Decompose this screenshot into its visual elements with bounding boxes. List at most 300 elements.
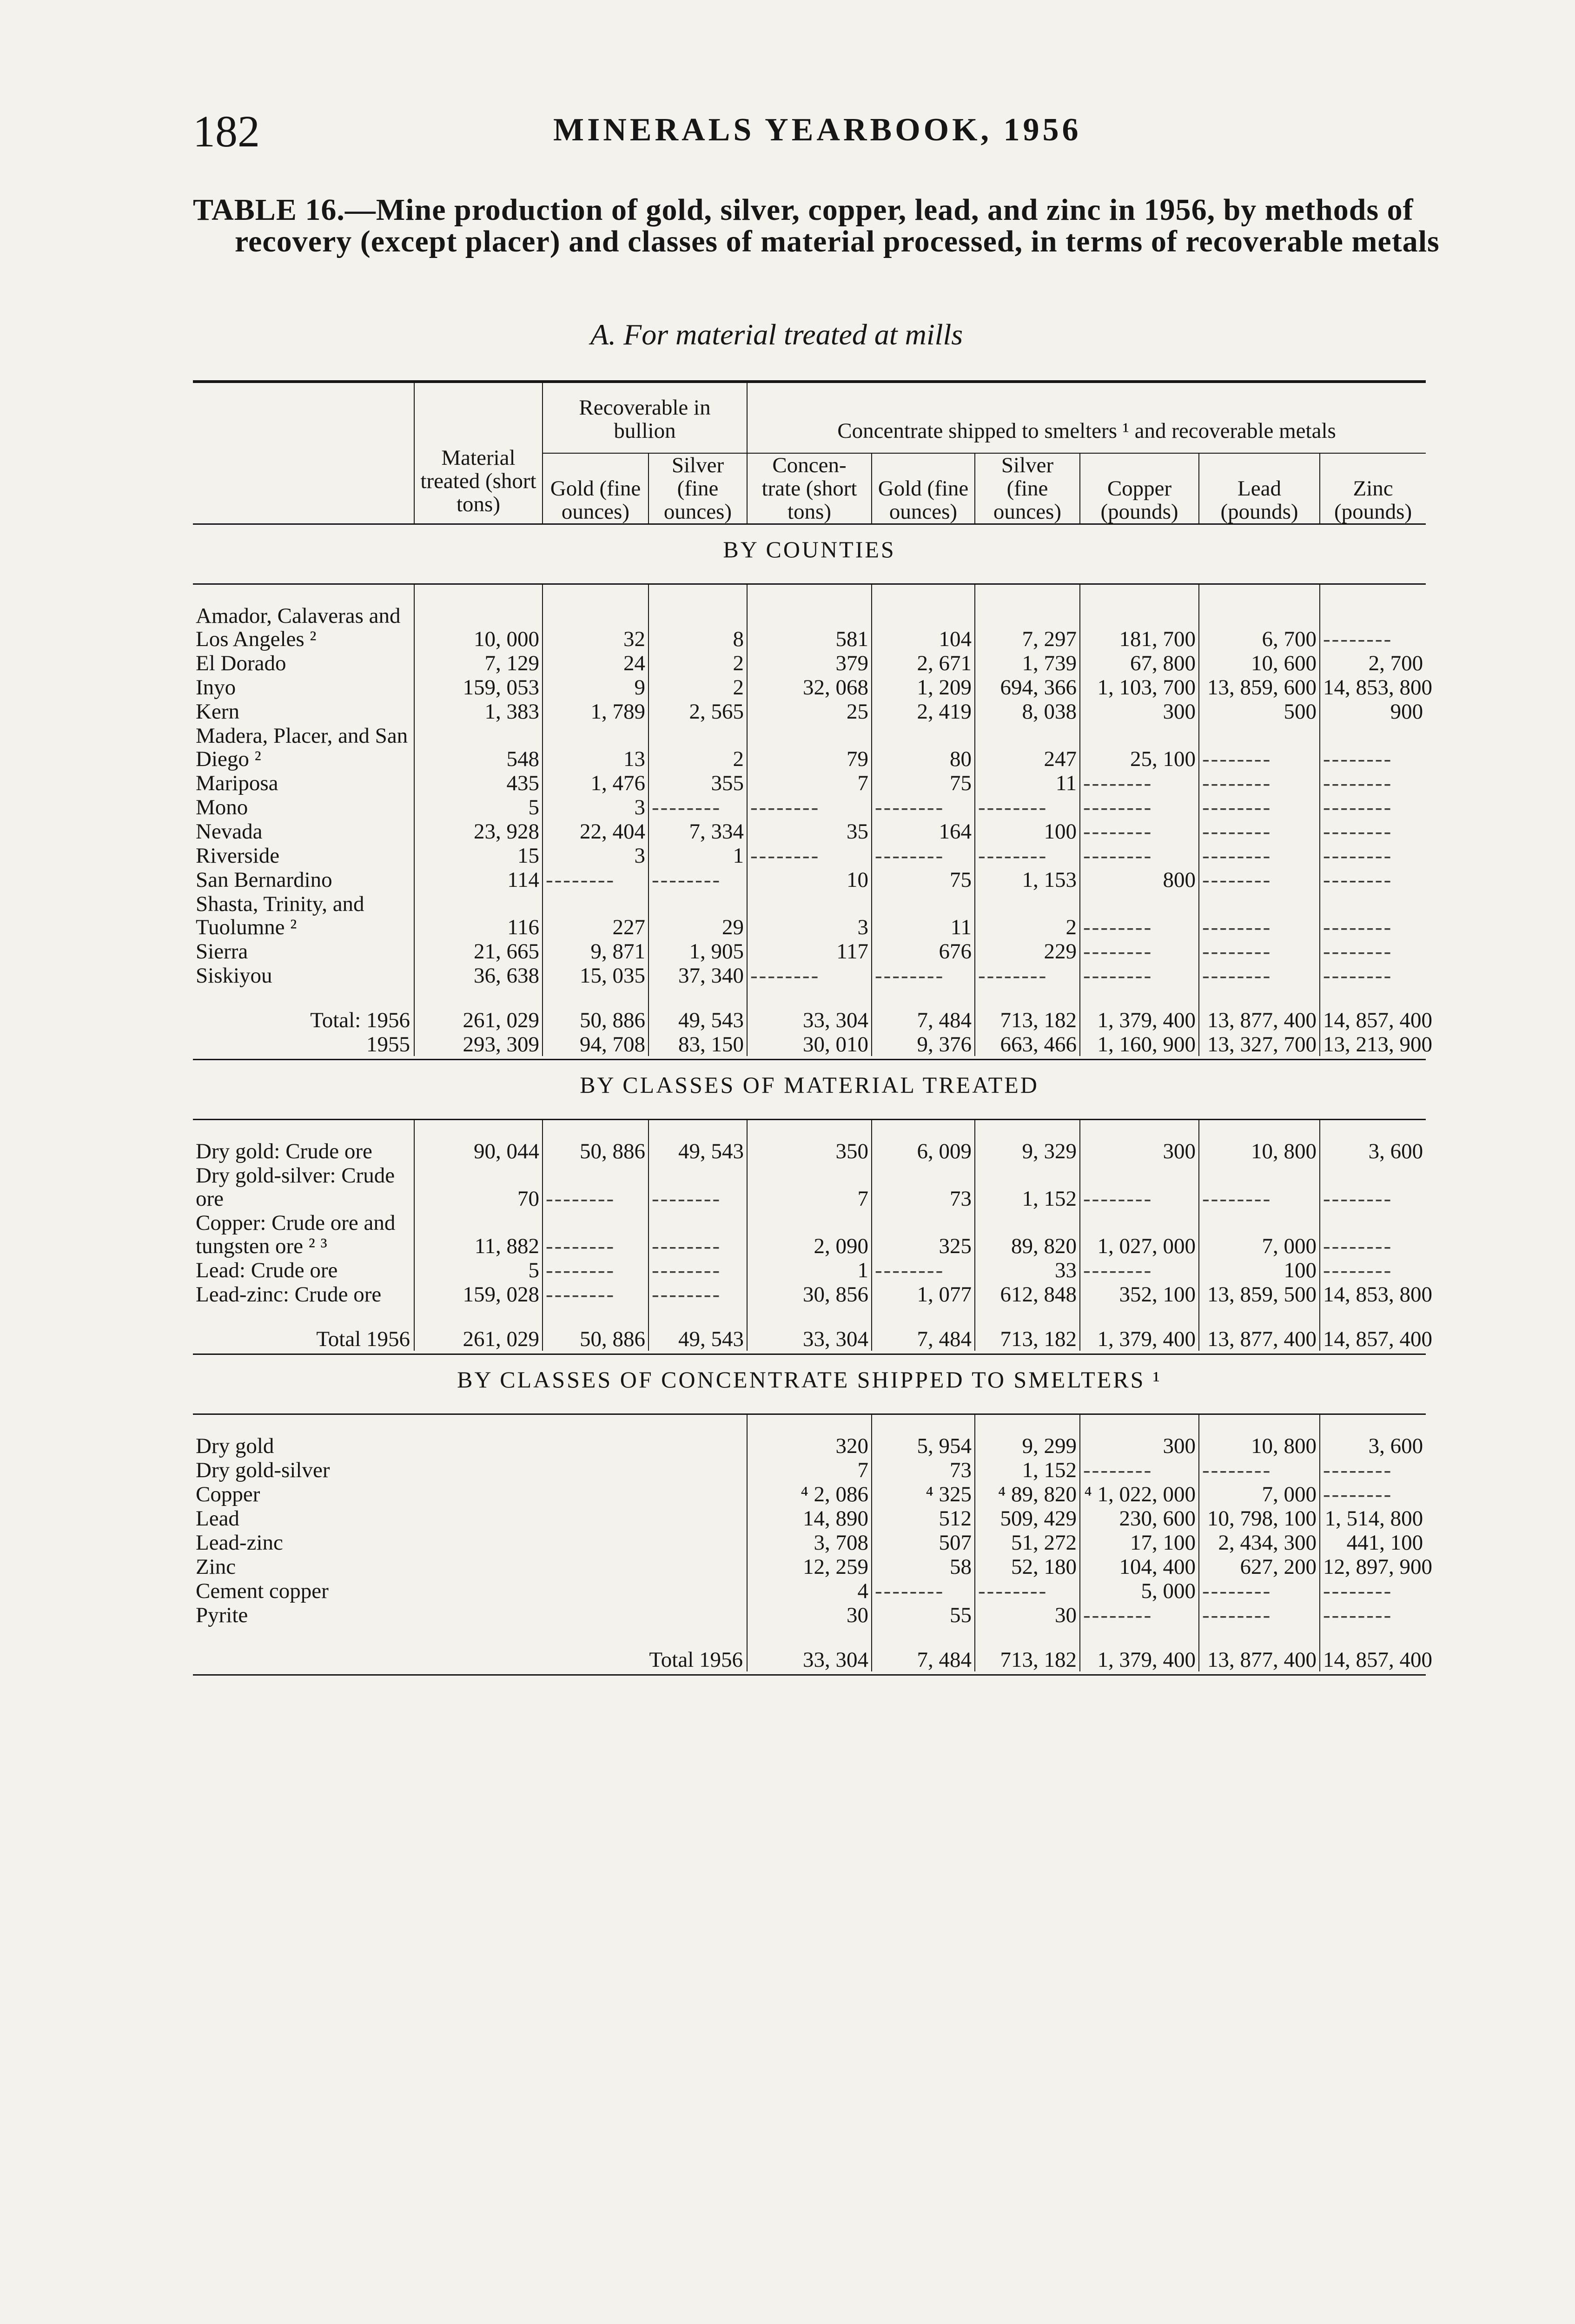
- table-cell: 1, 476: [543, 771, 649, 795]
- table-cell: 2: [649, 675, 747, 699]
- spacer-cell: [975, 584, 1080, 604]
- spacer-cell: [1199, 1414, 1320, 1434]
- gap-cell: [543, 1306, 649, 1327]
- table-row: [193, 1578, 1426, 1603]
- table-cell: 100: [975, 819, 1080, 843]
- gap-cell: [414, 987, 543, 1008]
- table-cell: 7: [747, 1163, 872, 1210]
- table-cell: 49, 543: [649, 1008, 747, 1032]
- table-cell: ⁴ 325: [872, 1482, 975, 1506]
- table-cell: 14, 857, 400: [1320, 1327, 1426, 1351]
- table-cell: 33: [975, 1258, 1080, 1282]
- spacer-cell: [1080, 1414, 1199, 1434]
- spacer-cell: [649, 584, 747, 604]
- gap-cell: [193, 987, 414, 1008]
- table-row: [193, 1258, 1426, 1282]
- table-row: [193, 963, 1426, 987]
- spacer-cell: [872, 584, 975, 604]
- section-heading: BY COUNTIES: [193, 524, 1426, 584]
- row-label: 1955: [366, 1032, 410, 1056]
- table-row: [193, 1282, 1426, 1306]
- gap-cell: [975, 987, 1080, 1008]
- table-cell: --------: [1320, 1482, 1426, 1506]
- table-cell: --------: [1199, 723, 1320, 771]
- table-row: [193, 699, 1426, 723]
- table-cell: 2, 671: [872, 651, 975, 675]
- table-cell: 159, 053: [414, 675, 543, 699]
- table-cell: 1, 379, 400: [1080, 1008, 1199, 1032]
- table-cell: 1, 160, 900: [1080, 1032, 1199, 1056]
- table-cell: --------: [1199, 939, 1320, 963]
- table-cell: --------: [872, 1258, 975, 1282]
- table-cell: 300: [1080, 1433, 1199, 1458]
- table-cell: 3: [747, 891, 872, 939]
- table-cell: --------: [649, 867, 747, 891]
- section-spacer: [193, 1414, 1426, 1434]
- row-label: Zinc: [196, 1555, 236, 1579]
- table-cell: --------: [543, 1282, 649, 1306]
- table-row: [193, 819, 1426, 843]
- table-cell: 73: [872, 1458, 975, 1482]
- table-cell: 14, 853, 800: [1320, 675, 1426, 699]
- gap-cell: [1199, 987, 1320, 1008]
- spacer-cell: [543, 1120, 649, 1139]
- table-cell: --------: [872, 1578, 975, 1603]
- spacer-cell: [649, 1120, 747, 1139]
- table-cell: 13, 859, 600: [1199, 675, 1320, 699]
- row-label: Lead-zinc: [196, 1531, 283, 1555]
- row-label: Sierra: [196, 939, 248, 964]
- table-cell: 435: [414, 771, 543, 795]
- table-cell: 7, 000: [1199, 1210, 1320, 1258]
- table-cell: 90, 044: [414, 1139, 543, 1163]
- table-cell: --------: [649, 1163, 747, 1210]
- table-cell: 261, 029: [414, 1008, 543, 1032]
- table-cell: 7, 297: [975, 603, 1080, 651]
- table-cell: ⁴ 1, 022, 000: [1080, 1482, 1199, 1506]
- table-cell: 355: [649, 771, 747, 795]
- section-end-rule: [193, 1671, 1426, 1675]
- table-cell: --------: [1320, 1163, 1426, 1210]
- table-cell: --------: [543, 1163, 649, 1210]
- table-row: [193, 1482, 1426, 1506]
- table-cell: 58: [872, 1554, 975, 1578]
- table-cell: 75: [872, 771, 975, 795]
- table-cell: 33, 304: [747, 1327, 872, 1351]
- table-cell: 800: [1080, 867, 1199, 891]
- table-cell: 55: [872, 1603, 975, 1627]
- table-cell: --------: [872, 843, 975, 867]
- row-label: Copper: Crude ore and tungsten ore ² ³: [196, 1211, 396, 1258]
- table-cell: 32: [543, 603, 649, 651]
- table-cell: --------: [1320, 1258, 1426, 1282]
- table-cell: 247: [975, 723, 1080, 771]
- table-cell: 7, 484: [872, 1008, 975, 1032]
- row-label: Total 1956: [649, 1648, 743, 1672]
- table-cell: 1, 209: [872, 675, 975, 699]
- table-cell: ⁴ 2, 086: [747, 1482, 872, 1506]
- header-material-treated: Material treated (short tons): [414, 382, 543, 524]
- table-cell: 7, 484: [872, 1647, 975, 1671]
- production-table: [193, 380, 1433, 1676]
- table-cell: 3: [543, 795, 649, 819]
- spacer-cell: [414, 1120, 543, 1139]
- table-cell: --------: [1199, 843, 1320, 867]
- table-cell: --------: [747, 795, 872, 819]
- table-cell: 52, 180: [975, 1554, 1080, 1578]
- table-cell: 1, 152: [975, 1163, 1080, 1210]
- rule-cell: [193, 1671, 1426, 1675]
- table-cell: --------: [975, 843, 1080, 867]
- table-cell: --------: [872, 795, 975, 819]
- spacer-cell: [747, 584, 872, 604]
- table-cell: 11: [975, 771, 1080, 795]
- table-cell: --------: [649, 1282, 747, 1306]
- table-cell: --------: [649, 795, 747, 819]
- table-cell: 25, 100: [1080, 723, 1199, 771]
- table-cell: 6, 700: [1199, 603, 1320, 651]
- gap-cell: [1199, 1627, 1320, 1647]
- table-cell: --------: [1320, 891, 1426, 939]
- table-cell: --------: [1320, 1458, 1426, 1482]
- table-cell: 1: [649, 843, 747, 867]
- table-row: [193, 1458, 1426, 1482]
- spacer-cell: [1199, 584, 1320, 604]
- table-cell: --------: [1199, 1603, 1320, 1627]
- table-cell: 117: [747, 939, 872, 963]
- gap-cell: [1080, 987, 1199, 1008]
- table-cell: --------: [1199, 1163, 1320, 1210]
- row-label: Copper: [196, 1482, 260, 1506]
- table-cell: 15: [414, 843, 543, 867]
- gap-cell: [193, 1627, 747, 1647]
- section-heading-row: [193, 1354, 1426, 1414]
- table-cell: 229: [975, 939, 1080, 963]
- table-cell: 4: [747, 1578, 872, 1603]
- table-cell: 50, 886: [543, 1327, 649, 1351]
- header-concentrate-group: Concentrate shipped to smelters ¹ and recoverable metals: [747, 382, 1426, 453]
- table-cell: --------: [1320, 867, 1426, 891]
- table-cell: 10, 000: [414, 603, 543, 651]
- section-spacer: [193, 1120, 1426, 1139]
- table-cell: --------: [1320, 819, 1426, 843]
- row-label: Pyrite: [196, 1603, 248, 1627]
- gap-cell: [193, 1306, 414, 1327]
- table-cell: 10, 600: [1199, 651, 1320, 675]
- gap-cell: [1080, 1306, 1199, 1327]
- table-row: [193, 1139, 1426, 1163]
- table-cell: 1, 379, 400: [1080, 1647, 1199, 1671]
- table-row: [193, 891, 1426, 939]
- section-heading-row: [193, 1060, 1426, 1120]
- gap-cell: [747, 1627, 872, 1647]
- table-row: [193, 1506, 1426, 1530]
- spacer-cell: [872, 1414, 975, 1434]
- table-cell: 581: [747, 603, 872, 651]
- row-label: Dry gold: [196, 1434, 274, 1458]
- table-cell: 13, 327, 700: [1199, 1032, 1320, 1056]
- header-conc-silver: Silver (fine ounces): [975, 453, 1080, 524]
- section-heading: BY CLASSES OF CONCENTRATE SHIPPED TO SMELTERS ¹: [193, 1354, 1426, 1414]
- table-cell: 2, 565: [649, 699, 747, 723]
- table-cell: 14, 853, 800: [1320, 1282, 1426, 1306]
- table-cell: 3: [543, 843, 649, 867]
- table-cell: 1, 077: [872, 1282, 975, 1306]
- table-cell: 1, 152: [975, 1458, 1080, 1482]
- page-number: 182: [193, 106, 260, 156]
- row-label: Dry gold-silver: Crude ore: [196, 1163, 395, 1211]
- table-cell: 33, 304: [747, 1647, 872, 1671]
- table-cell: 293, 309: [414, 1032, 543, 1056]
- table-cell: 35: [747, 819, 872, 843]
- table-cell: 75: [872, 867, 975, 891]
- section-end-rule: [193, 1056, 1426, 1060]
- table-cell: --------: [1320, 1603, 1426, 1627]
- table-cell: ⁴ 89, 820: [975, 1482, 1080, 1506]
- table-cell: 33, 304: [747, 1008, 872, 1032]
- table-cell: 159, 028: [414, 1282, 543, 1306]
- row-label: Madera, Placer, and San Diego ²: [196, 724, 408, 771]
- table-cell: 5: [414, 795, 543, 819]
- gap-cell: [747, 1306, 872, 1327]
- header-stub: [193, 382, 414, 524]
- total-row: [193, 1008, 1426, 1032]
- spacer-cell: [747, 1120, 872, 1139]
- table-cell: 50, 886: [543, 1139, 649, 1163]
- table-cell: 7, 484: [872, 1327, 975, 1351]
- row-label: Lead: [196, 1506, 239, 1531]
- table-cell: 548: [414, 723, 543, 771]
- table-cell: 17, 100: [1080, 1530, 1199, 1554]
- spacer-cell: [193, 584, 414, 604]
- table-cell: 10, 800: [1199, 1433, 1320, 1458]
- table-cell: 9, 329: [975, 1139, 1080, 1163]
- table-cell: 694, 366: [975, 675, 1080, 699]
- table-cell: 181, 700: [1080, 603, 1199, 651]
- total-gap: [193, 1627, 1426, 1647]
- table-cell: 3, 600: [1320, 1139, 1426, 1163]
- table-cell: 227: [543, 891, 649, 939]
- table-cell: --------: [747, 963, 872, 987]
- spacer-cell: [193, 1120, 414, 1139]
- table-cell: --------: [975, 795, 1080, 819]
- header-silver: Silver (fine ounces): [649, 453, 747, 524]
- table-cell: 22, 404: [543, 819, 649, 843]
- table-row: [193, 1163, 1426, 1210]
- table-cell: 713, 182: [975, 1327, 1080, 1351]
- table-cell: --------: [1320, 795, 1426, 819]
- table-cell: 24: [543, 651, 649, 675]
- table-cell: --------: [1320, 723, 1426, 771]
- table-row: [193, 1433, 1426, 1458]
- table-cell: --------: [1199, 771, 1320, 795]
- table-cell: 13, 859, 500: [1199, 1282, 1320, 1306]
- row-label: Siskiyou: [196, 964, 272, 988]
- table-cell: 713, 182: [975, 1647, 1080, 1671]
- spacer-cell: [975, 1120, 1080, 1139]
- total-row: [193, 1327, 1426, 1351]
- table-cell: 8, 038: [975, 699, 1080, 723]
- gap-cell: [975, 1627, 1080, 1647]
- table-cell: 49, 543: [649, 1327, 747, 1351]
- table-cell: 104: [872, 603, 975, 651]
- table-cell: 37, 340: [649, 963, 747, 987]
- table-cell: 29: [649, 891, 747, 939]
- table-cell: 1, 383: [414, 699, 543, 723]
- total-row: [193, 1647, 1426, 1671]
- table-cell: 49, 543: [649, 1139, 747, 1163]
- rule-cell: [193, 1351, 1426, 1354]
- table-cell: --------: [649, 1258, 747, 1282]
- gap-cell: [1320, 1306, 1426, 1327]
- table-cell: --------: [975, 963, 1080, 987]
- section-heading-row: [193, 524, 1426, 584]
- table-cell: --------: [1080, 1163, 1199, 1210]
- row-label: Lead: Crude ore: [196, 1258, 338, 1282]
- table-cell: 116: [414, 891, 543, 939]
- table-cell: --------: [1080, 771, 1199, 795]
- table-cell: --------: [872, 963, 975, 987]
- gap-cell: [872, 1306, 975, 1327]
- row-label: El Dorado: [196, 651, 286, 675]
- table-cell: --------: [1080, 819, 1199, 843]
- table-cell: --------: [649, 1210, 747, 1258]
- table-cell: 13, 213, 900: [1320, 1032, 1426, 1056]
- row-label: Dry gold: Crude ore: [196, 1139, 372, 1163]
- header-lead: Lead (pounds): [1199, 453, 1320, 524]
- table-cell: --------: [1320, 843, 1426, 867]
- table-cell: 1, 153: [975, 867, 1080, 891]
- table-cell: 7, 334: [649, 819, 747, 843]
- table-cell: 73: [872, 1163, 975, 1210]
- table-row: [193, 1530, 1426, 1554]
- table-cell: --------: [1320, 939, 1426, 963]
- total-gap: [193, 987, 1426, 1008]
- table-cell: 9, 871: [543, 939, 649, 963]
- table-row: [193, 723, 1426, 771]
- gap-cell: [649, 987, 747, 1008]
- table-cell: 441, 100: [1320, 1530, 1426, 1554]
- gap-cell: [1320, 987, 1426, 1008]
- section-heading: BY CLASSES OF MATERIAL TREATED: [193, 1060, 1426, 1120]
- gap-cell: [1080, 1627, 1199, 1647]
- table-row: [193, 1603, 1426, 1627]
- table-cell: 12, 897, 900: [1320, 1554, 1426, 1578]
- table-cell: 13, 877, 400: [1199, 1008, 1320, 1032]
- table-row: [193, 1554, 1426, 1578]
- header-conc-gold: Gold (fine ounces): [872, 453, 975, 524]
- table-cell: 2, 700: [1320, 651, 1426, 675]
- table-cell: 1, 739: [975, 651, 1080, 675]
- spacer-cell: [872, 1120, 975, 1139]
- table-cell: 325: [872, 1210, 975, 1258]
- table-cell: 9, 299: [975, 1433, 1080, 1458]
- running-head: MINERALS YEARBOOK, 1956: [553, 112, 1082, 148]
- header-copper: Copper (pounds): [1080, 453, 1199, 524]
- table-cell: 713, 182: [975, 1008, 1080, 1032]
- spacer-cell: [1320, 584, 1426, 604]
- spacer-cell: [1080, 1120, 1199, 1139]
- table-cell: 14, 857, 400: [1320, 1008, 1426, 1032]
- row-label: Total 1956: [316, 1327, 410, 1351]
- row-label: Kern: [196, 700, 239, 724]
- table-cell: --------: [1080, 795, 1199, 819]
- table-cell: 300: [1080, 1139, 1199, 1163]
- spacer-cell: [1080, 584, 1199, 604]
- table-cell: 114: [414, 867, 543, 891]
- table-cell: 2, 434, 300: [1199, 1530, 1320, 1554]
- table-cell: 10: [747, 867, 872, 891]
- table-cell: 3, 600: [1320, 1433, 1426, 1458]
- table-cell: --------: [747, 843, 872, 867]
- total-row: [193, 1032, 1426, 1056]
- table-cell: --------: [543, 1210, 649, 1258]
- table-cell: 89, 820: [975, 1210, 1080, 1258]
- table-cell: 663, 466: [975, 1032, 1080, 1056]
- table-cell: 612, 848: [975, 1282, 1080, 1306]
- table-cell: 2: [649, 651, 747, 675]
- gap-cell: [1320, 1627, 1426, 1647]
- table-cell: 79: [747, 723, 872, 771]
- table-cell: 94, 708: [543, 1032, 649, 1056]
- table-cell: 2: [649, 723, 747, 771]
- table-cell: --------: [543, 1258, 649, 1282]
- table-cell: 379: [747, 651, 872, 675]
- table-cell: 30, 856: [747, 1282, 872, 1306]
- header-gold: Gold (fine ounces): [543, 453, 649, 524]
- table-cell: 12, 259: [747, 1554, 872, 1578]
- table-cell: --------: [1080, 1258, 1199, 1282]
- spacer-cell: [1199, 1120, 1320, 1139]
- spacer-cell: [193, 1414, 747, 1434]
- table-cell: --------: [1080, 1603, 1199, 1627]
- gap-cell: [872, 987, 975, 1008]
- table-cell: 1, 789: [543, 699, 649, 723]
- table-cell: 2, 419: [872, 699, 975, 723]
- table-cell: 13, 877, 400: [1199, 1647, 1320, 1671]
- table-cell: 512: [872, 1506, 975, 1530]
- table-cell: 3, 708: [747, 1530, 872, 1554]
- table-row: [193, 675, 1426, 699]
- row-label: Amador, Calaveras and Los Angeles ²: [196, 604, 401, 651]
- table-cell: 2: [975, 891, 1080, 939]
- table-cell: 6, 009: [872, 1139, 975, 1163]
- table-cell: 627, 200: [1199, 1554, 1320, 1578]
- header-row-groups: [193, 382, 1426, 453]
- row-label: Dry gold-silver: [196, 1458, 330, 1482]
- table-cell: 9: [543, 675, 649, 699]
- section-end-rule: [193, 1351, 1426, 1354]
- table-cell: 230, 600: [1080, 1506, 1199, 1530]
- table-cell: --------: [1199, 1458, 1320, 1482]
- total-gap: [193, 1306, 1426, 1327]
- table-cell: 14, 890: [747, 1506, 872, 1530]
- table-cell: 352, 100: [1080, 1282, 1199, 1306]
- table-cell: 5, 000: [1080, 1578, 1199, 1603]
- table-cell: --------: [1320, 963, 1426, 987]
- table-cell: 8: [649, 603, 747, 651]
- table-cell: 23, 928: [414, 819, 543, 843]
- table-cell: 164: [872, 819, 975, 843]
- table-cell: 51, 272: [975, 1530, 1080, 1554]
- row-label: Nevada: [196, 819, 263, 844]
- table-cell: 14, 857, 400: [1320, 1647, 1426, 1671]
- row-label: San Bernardino: [196, 868, 332, 892]
- table-cell: 2, 090: [747, 1210, 872, 1258]
- gap-cell: [649, 1306, 747, 1327]
- table-cell: 900: [1320, 699, 1426, 723]
- table-cell: 32, 068: [747, 675, 872, 699]
